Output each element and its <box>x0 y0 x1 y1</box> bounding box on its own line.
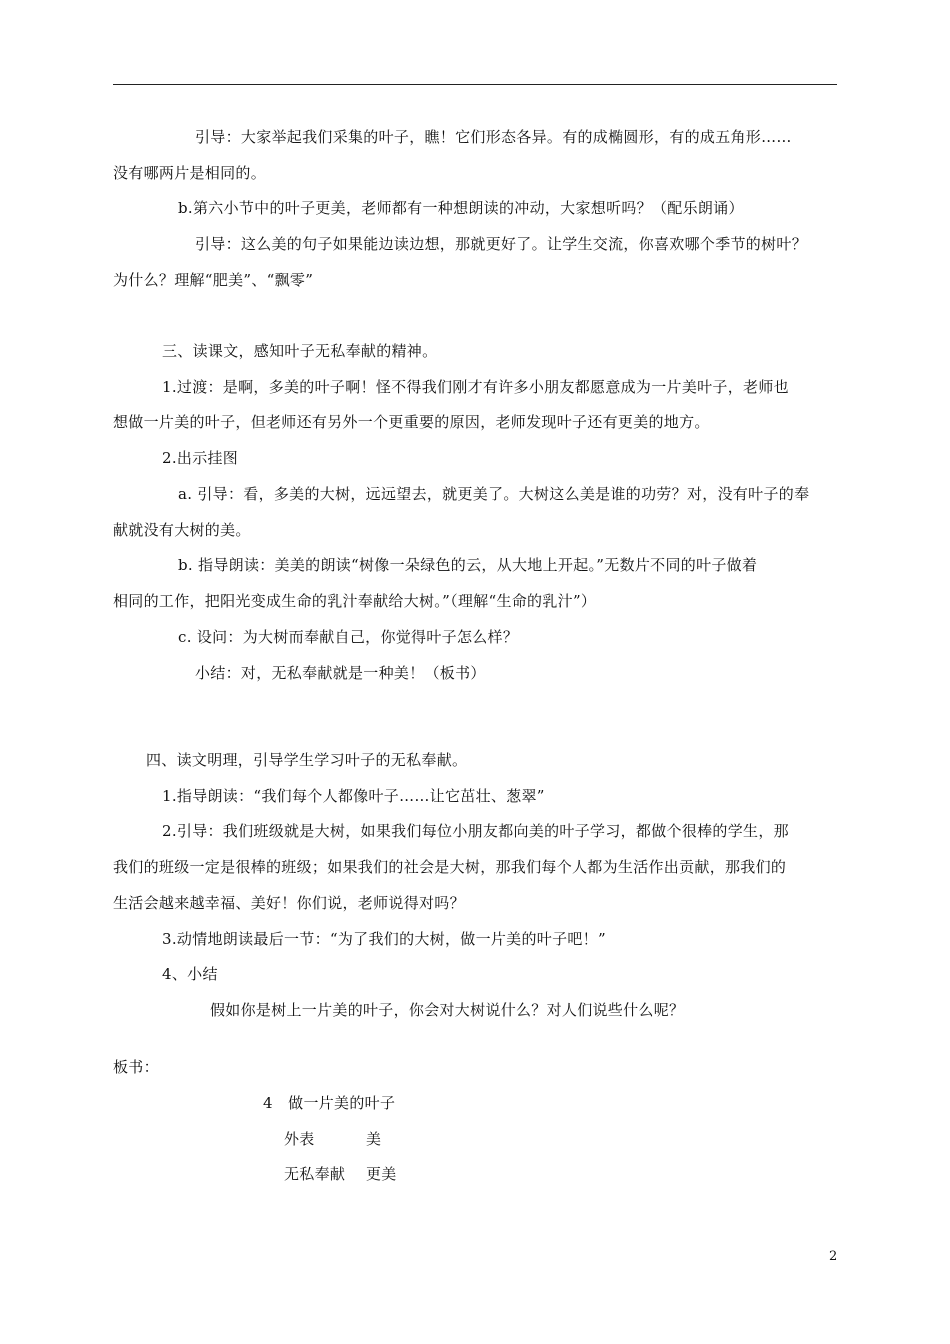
emotional-reading-item: 3.动情地朗读最后一节：“为了我们的大树，做一片美的叶子吧！” <box>162 930 606 948</box>
board-label: 板书： <box>113 1058 159 1076</box>
item-b-section6: b.第六小节中的叶子更美，老师都有一种想朗读的冲动，大家想听吗？（配乐朗诵） <box>178 199 744 217</box>
guide-class-tree-cont1: 我们的班级一定是很棒的班级；如果我们的社会是大树，那我们每个人都为生活作出贡献，那我们的 <box>113 858 787 876</box>
summary-item: 4、小结 <box>162 965 218 983</box>
guide-class-tree-cont2: 生活会越来越幸福、美好！你们说，老师说得对吗？ <box>113 894 465 912</box>
guide-read-think-cont: 为什么？理解“肥美”、“飘零” <box>113 271 314 289</box>
transition-paragraph-cont: 想做一片美的叶子，但老师还有另外一个更重要的原因，老师发现叶子还有更美的地方。 <box>113 413 710 431</box>
section-3-heading: 三、读课文，感知叶子无私奉献的精神。 <box>162 342 438 360</box>
guide-leaf-shapes-cont: 没有哪两片是相同的。 <box>113 164 267 182</box>
header-rule <box>113 84 837 85</box>
page-number: 2 <box>829 1249 838 1264</box>
guide-class-tree: 2.引导：我们班级就是大树，如果我们每位小朋友都向美的叶子学习，都做个很棒的学生，那 <box>162 822 789 840</box>
item-b-reading: b. 指导朗读：美美的朗读“树像一朵绿色的云，从大地上开起。”无数片不同的叶子做着 <box>178 556 758 574</box>
board-devotion-value: 更美 <box>366 1165 397 1183</box>
board-appearance-value: 美 <box>366 1130 382 1148</box>
guided-reading-item: 1.指导朗读：“我们每个人都像叶子……让它茁壮、葱翠” <box>162 787 545 805</box>
section-4-heading: 四、读文明理，引导学生学习叶子的无私奉献。 <box>146 751 468 769</box>
item-a-guide: a. 引导：看，多美的大树，远远望去，就更美了。大树这么美是谁的功劳？对，没有叶子的奉 <box>178 485 810 503</box>
guide-leaf-shapes: 引导：大家举起我们采集的叶子，瞧！它们形态各异。有的成椭圆形，有的成五角形…… <box>195 128 792 146</box>
board-devotion-label: 无私奉献 <box>284 1165 346 1183</box>
board-appearance-label: 外表 <box>284 1130 315 1148</box>
item-a-guide-cont: 献就没有大树的美。 <box>113 521 251 539</box>
board-title: 4 做一片美的叶子 <box>263 1094 396 1112</box>
section-3-summary: 小结：对，无私奉献就是一种美！（板书） <box>195 664 486 682</box>
show-picture-item: 2.出示挂图 <box>162 449 239 467</box>
guide-read-think: 引导：这么美的句子如果能边读边想，那就更好了。让学生交流，你喜欢哪个季节的树叶？ <box>195 235 808 253</box>
item-c-question: c. 设问：为大树而奉献自己，你觉得叶子怎么样？ <box>178 628 519 646</box>
transition-paragraph: 1.过渡：是啊，多美的叶子啊！怪不得我们刚才有许多小朋友都愿意成为一片美叶子，老师也 <box>162 378 789 396</box>
item-b-reading-cont: 相同的工作，把阳光变成生命的乳汁奉献给大树。”（理解“生命的乳汁”） <box>113 592 597 610</box>
summary-question: 假如你是树上一片美的叶子，你会对大树说什么？对人们说些什么呢？ <box>210 1001 685 1019</box>
